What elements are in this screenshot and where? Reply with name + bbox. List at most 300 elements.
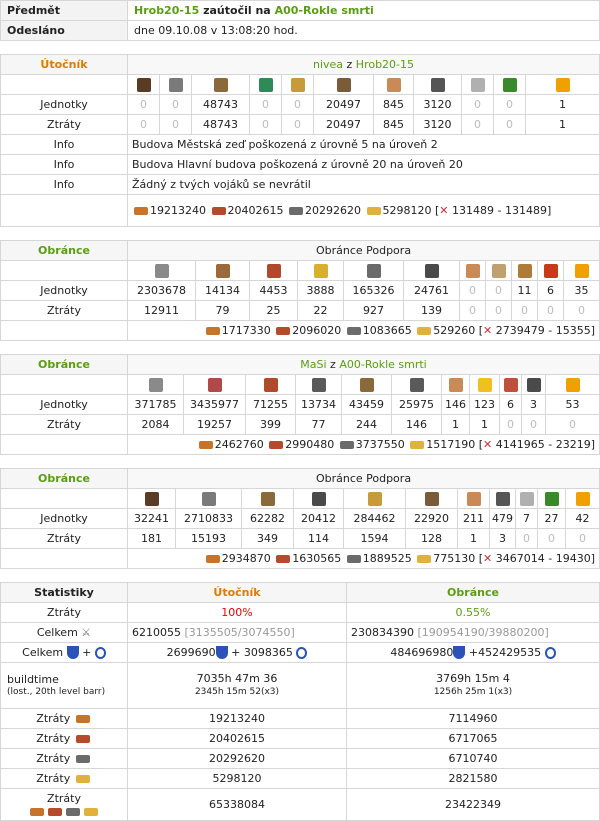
teuton-knight-icon bbox=[406, 489, 458, 509]
teuton-knight-icon bbox=[314, 75, 374, 95]
hero-icon bbox=[546, 375, 600, 395]
bounty-bracket: [ bbox=[478, 552, 484, 565]
defender-total-detail: [190954190/39880200] bbox=[417, 626, 549, 639]
bounty-blank bbox=[1, 435, 128, 455]
defender-role-label: Obránce bbox=[1, 355, 128, 375]
units-label: Jednotky bbox=[1, 395, 128, 415]
unit-cell: 71255 bbox=[246, 395, 296, 415]
loss-cell: 845 bbox=[374, 115, 414, 135]
catapult-icon bbox=[486, 261, 512, 281]
iron-icon bbox=[340, 441, 354, 449]
unit-cell: 3120 bbox=[414, 95, 462, 115]
attacker-iron-loss: 20292620 bbox=[128, 749, 347, 769]
unit-cell: 6 bbox=[538, 281, 564, 301]
loss-cell: 20497 bbox=[314, 115, 374, 135]
attacker-loss-pct: 100% bbox=[128, 603, 347, 623]
info-label: Info bbox=[1, 175, 128, 195]
units-row bbox=[1, 95, 600, 115]
losses-row bbox=[1, 301, 600, 321]
loss-cell: 0 bbox=[546, 415, 600, 435]
unit-cell: 27 bbox=[538, 509, 566, 529]
attacker-table bbox=[0, 54, 600, 227]
bounty-wood: 2934870 bbox=[221, 552, 271, 565]
cavalry-shield-icon bbox=[545, 647, 556, 659]
loss-cell: 0 bbox=[282, 115, 314, 135]
attacker-clay-loss: 20402615 bbox=[128, 729, 347, 749]
loss-cell: 0 bbox=[460, 301, 486, 321]
units-row bbox=[1, 395, 600, 415]
defender-village-link[interactable]: A00-Rokle smrti bbox=[339, 358, 427, 371]
units-label: Jednotky bbox=[1, 95, 128, 115]
attacker-total bbox=[128, 623, 347, 643]
bounty-iron: 1083665 bbox=[362, 324, 412, 337]
chief-icon bbox=[516, 489, 538, 509]
loss-cell: 0 bbox=[250, 115, 282, 135]
unit-cell: 371785 bbox=[128, 395, 184, 415]
settler-icon bbox=[538, 261, 564, 281]
unit-cell: 20412 bbox=[294, 509, 344, 529]
info-row bbox=[1, 155, 600, 175]
icon-row bbox=[1, 261, 600, 281]
attacker-village-link[interactable]: Hrob20-15 bbox=[134, 4, 200, 17]
iron-loss-label bbox=[1, 749, 128, 769]
loss-cell: 349 bbox=[242, 529, 294, 549]
defender-loss-pct: 0.55% bbox=[347, 603, 600, 623]
bounty-blank bbox=[1, 195, 128, 227]
legionnaire-icon bbox=[128, 375, 184, 395]
bounty-bracket: [ bbox=[478, 324, 484, 337]
units-label: Jednotky bbox=[1, 509, 128, 529]
losses-label: Ztráty bbox=[1, 115, 128, 135]
icon-row bbox=[1, 375, 600, 395]
unit-cell: 0 bbox=[282, 95, 314, 115]
clay-icon bbox=[48, 808, 62, 816]
bounty-blank bbox=[1, 549, 128, 569]
attacker-buildtime-value: 7035h 47m 36 bbox=[196, 672, 278, 685]
bounty-clay: 2990480 bbox=[285, 438, 335, 451]
swords-icon: ⚔ bbox=[81, 626, 92, 639]
sum-loss-label bbox=[1, 789, 128, 821]
clay-icon bbox=[276, 327, 290, 335]
bounty-bracket: [ bbox=[478, 438, 484, 451]
caesar-icon bbox=[404, 261, 460, 281]
wood-loss-label bbox=[1, 709, 128, 729]
unit-cell: 845 bbox=[374, 95, 414, 115]
bounty-range: 131489 - 131489] bbox=[452, 203, 552, 217]
crop-icon bbox=[76, 775, 90, 783]
clay-icon bbox=[76, 735, 90, 743]
defender-infantry-def: 484696980 bbox=[390, 645, 454, 659]
axe-icon bbox=[242, 489, 294, 509]
loss-cell: 3120 bbox=[414, 115, 462, 135]
iron-icon bbox=[347, 327, 361, 335]
loss-cell: 1 bbox=[526, 115, 600, 135]
icon-row-blank bbox=[1, 489, 128, 509]
unit-cell: 22920 bbox=[406, 509, 458, 529]
crossed-icon: ✕ bbox=[483, 324, 493, 337]
attacker-infantry-def: 2699690 bbox=[166, 645, 216, 659]
defender-total-value: 230834390 bbox=[351, 626, 414, 639]
stats-defender-header: Obránce bbox=[347, 583, 600, 603]
attacker-total-detail: [3135505/3074550] bbox=[184, 626, 295, 639]
stats-attacker-header: Útočník bbox=[128, 583, 347, 603]
loss-cell: 15193 bbox=[176, 529, 242, 549]
hero-icon bbox=[526, 75, 600, 95]
bounty-crop: 529260 bbox=[433, 324, 476, 337]
loss-cell: 0 bbox=[538, 529, 566, 549]
unit-cell: 43459 bbox=[342, 395, 392, 415]
wood-icon bbox=[134, 207, 148, 215]
plus-sign: + bbox=[82, 645, 92, 659]
bounty-iron: 3737550 bbox=[355, 438, 405, 451]
unit-cell: 0 bbox=[460, 281, 486, 301]
bounty-clay: 2096020 bbox=[292, 324, 342, 337]
bounty-crop: 1517190 bbox=[426, 438, 476, 451]
crossed-icon: ✕ bbox=[483, 438, 493, 451]
icon-row bbox=[1, 489, 600, 509]
loss-cell: 1 bbox=[458, 529, 490, 549]
legionnaire-icon bbox=[128, 261, 196, 281]
loss-cell: 146 bbox=[392, 415, 442, 435]
hero-icon bbox=[566, 489, 600, 509]
unit-cell: 165326 bbox=[344, 281, 404, 301]
loss-cell: 0 bbox=[566, 529, 600, 549]
bounty-row bbox=[1, 435, 600, 455]
spear-icon bbox=[176, 489, 242, 509]
bounty-wood: 2462760 bbox=[214, 438, 264, 451]
defender-buildtime-value: 3769h 15m 4 bbox=[436, 672, 510, 685]
defender-wood-loss: 7114960 bbox=[347, 709, 600, 729]
crop-icon bbox=[410, 441, 424, 449]
bounty-row bbox=[1, 195, 600, 227]
bounty-clay: 1630565 bbox=[292, 552, 342, 565]
iron-icon bbox=[347, 555, 361, 563]
crop-icon bbox=[417, 327, 431, 335]
defender-cavalry-def: +452429535 bbox=[468, 645, 542, 659]
icon-row-blank bbox=[1, 375, 128, 395]
losses-label: Ztráty bbox=[36, 712, 71, 725]
defender-iron-loss: 6710740 bbox=[347, 749, 600, 769]
ram-icon bbox=[458, 489, 490, 509]
loss-cell: 927 bbox=[344, 301, 404, 321]
bounty-wood: 19213240 bbox=[150, 203, 206, 217]
unit-cell: 123 bbox=[470, 395, 500, 415]
info-label: Info bbox=[1, 155, 128, 175]
loss-cell: 3 bbox=[490, 529, 516, 549]
loss-cell: 0 bbox=[494, 115, 526, 135]
catapult-icon bbox=[414, 75, 462, 95]
losses-label: Ztráty bbox=[36, 752, 71, 765]
loss-cell: 114 bbox=[294, 529, 344, 549]
loss-cell: 22 bbox=[298, 301, 344, 321]
crop-icon bbox=[367, 207, 381, 215]
defender-role-label: Obránce bbox=[1, 241, 128, 261]
loss-cell: 2084 bbox=[128, 415, 184, 435]
defender-support-table-2 bbox=[0, 468, 600, 569]
unit-cell: 0 bbox=[486, 281, 512, 301]
equites-icon bbox=[296, 375, 342, 395]
bounty-cell bbox=[128, 549, 600, 569]
unit-cell: 53 bbox=[546, 395, 600, 415]
defender-sum-loss: 23422349 bbox=[347, 789, 600, 821]
bounty-bracket: [ bbox=[435, 203, 440, 217]
unit-cell: 6 bbox=[500, 395, 522, 415]
loss-cell: 0 bbox=[128, 115, 160, 135]
buildtime-label-cell bbox=[1, 663, 128, 709]
subject-value bbox=[128, 1, 600, 21]
bounty-range: 3467014 - 19430] bbox=[495, 552, 595, 565]
senator-icon bbox=[500, 375, 522, 395]
buildtime-sublabel: (lost., 20th level barr) bbox=[7, 686, 106, 697]
loss-cell: 0 bbox=[512, 301, 538, 321]
attacker-defense-values bbox=[128, 643, 347, 663]
iron-icon bbox=[76, 755, 90, 763]
total-label: Celkem bbox=[36, 626, 78, 639]
senator-icon bbox=[512, 261, 538, 281]
stats-title: Statistiky bbox=[1, 583, 128, 603]
losses-row bbox=[1, 415, 600, 435]
wood-icon bbox=[76, 715, 90, 723]
info-label: Info bbox=[1, 135, 128, 155]
loss-cell: 181 bbox=[128, 529, 176, 549]
defender-owner bbox=[128, 355, 600, 375]
losses-label: Ztráty bbox=[36, 772, 71, 785]
sent-label: Odesláno bbox=[1, 21, 128, 41]
unit-cell: 32241 bbox=[128, 509, 176, 529]
loss-cell: 0 bbox=[462, 115, 494, 135]
unit-cell: 2710833 bbox=[176, 509, 242, 529]
subject-label: Předmět bbox=[1, 1, 128, 21]
statistics-table bbox=[0, 582, 600, 821]
unit-cell: 48743 bbox=[192, 95, 250, 115]
crop-icon bbox=[84, 808, 98, 816]
unit-cell: 7 bbox=[516, 509, 538, 529]
icon-row-blank bbox=[1, 261, 128, 281]
praetorian-icon bbox=[196, 261, 250, 281]
bounty-crop: 5298120 bbox=[382, 203, 432, 217]
info-text: Žádný z tvých vojáků se nevrátil bbox=[128, 175, 600, 195]
wood-icon bbox=[206, 327, 220, 335]
imperatoris-icon bbox=[342, 375, 392, 395]
attacker-total-value: 6210055 bbox=[132, 626, 181, 639]
losses-pct-label: Ztráty bbox=[1, 603, 128, 623]
defender-buildtime-x3: 1256h 25m 1(x3) bbox=[433, 687, 513, 697]
losses-label: Ztráty bbox=[1, 415, 128, 435]
club-icon bbox=[128, 75, 160, 95]
units-row bbox=[1, 281, 600, 301]
sent-value: dne 09.10.08 v 13:08:20 hod. bbox=[128, 21, 600, 41]
defender-player-link[interactable]: MaSi bbox=[300, 358, 327, 371]
unit-cell: 24761 bbox=[404, 281, 460, 301]
bounty-range: 4141965 - 23219] bbox=[495, 438, 595, 451]
loss-cell: 244 bbox=[342, 415, 392, 435]
attacker-role-label: Útočník bbox=[1, 55, 128, 75]
caesaris-icon bbox=[392, 375, 442, 395]
crop-loss-label bbox=[1, 769, 128, 789]
loss-cell: 12911 bbox=[128, 301, 196, 321]
loss-cell: 399 bbox=[246, 415, 296, 435]
paladin-icon bbox=[282, 75, 314, 95]
axe-icon bbox=[192, 75, 250, 95]
unit-cell: 1 bbox=[526, 95, 600, 115]
loss-cell: 1 bbox=[442, 415, 470, 435]
crossed-icon: ✕ bbox=[483, 552, 493, 565]
unit-cell: 211 bbox=[458, 509, 490, 529]
loss-cell: 0 bbox=[516, 529, 538, 549]
bounty-wood: 1717330 bbox=[221, 324, 271, 337]
iron-icon bbox=[289, 207, 303, 215]
bounty-iron: 20292620 bbox=[305, 203, 361, 217]
defender-support-table bbox=[0, 240, 600, 341]
praetorian-icon bbox=[184, 375, 246, 395]
icon-row-blank bbox=[1, 75, 128, 95]
defender-total bbox=[347, 623, 600, 643]
loss-cell: 139 bbox=[404, 301, 460, 321]
infantry-shield-icon bbox=[67, 646, 79, 659]
spear-icon bbox=[160, 75, 192, 95]
info-row bbox=[1, 175, 600, 195]
unit-cell: 0 bbox=[462, 95, 494, 115]
unit-cell: 42 bbox=[566, 509, 600, 529]
imperian-icon bbox=[246, 375, 296, 395]
wood-icon bbox=[206, 555, 220, 563]
defender-owner: Obránce Podpora bbox=[128, 469, 600, 489]
loss-cell: 0 bbox=[564, 301, 600, 321]
defender-owner: Obránce Podpora bbox=[128, 241, 600, 261]
knight-icon bbox=[344, 261, 404, 281]
attacker-village-link[interactable]: Hrob20-15 bbox=[355, 58, 415, 71]
unit-cell: 4453 bbox=[250, 281, 298, 301]
clay-loss-label bbox=[1, 729, 128, 749]
paladin-icon bbox=[344, 489, 406, 509]
losses-label: Ztráty bbox=[47, 791, 81, 805]
unit-cell: 3435977 bbox=[184, 395, 246, 415]
settler-icon bbox=[494, 75, 526, 95]
infantry-shield-icon bbox=[216, 646, 228, 659]
unit-cell: 13734 bbox=[296, 395, 342, 415]
from-text: z bbox=[346, 58, 353, 71]
bounty-cell bbox=[128, 195, 600, 227]
attacker-buildtime-x3: 2345h 15m 52(x3) bbox=[194, 687, 280, 697]
subject-verb: zaútočil na bbox=[203, 4, 271, 17]
ram-icon bbox=[442, 375, 470, 395]
info-text: Budova Městská zeď poškozená z úrovně 5 na úroveň 2 bbox=[128, 135, 600, 155]
target-village-link[interactable]: A00-Rokle smrti bbox=[274, 4, 374, 17]
total2-label: Celkem bbox=[22, 645, 64, 659]
scout-icon bbox=[298, 261, 344, 281]
losses-row bbox=[1, 529, 600, 549]
settler-icon bbox=[522, 375, 546, 395]
loss-cell: 19257 bbox=[184, 415, 246, 435]
loss-cell: 0 bbox=[538, 301, 564, 321]
unit-cell: 479 bbox=[490, 509, 516, 529]
units-row bbox=[1, 509, 600, 529]
crossed-icon: ✕ bbox=[439, 203, 449, 217]
loss-cell: 79 bbox=[196, 301, 250, 321]
defense-total-row-label bbox=[1, 643, 128, 663]
ram-icon bbox=[460, 261, 486, 281]
unit-cell: 0 bbox=[128, 95, 160, 115]
unit-cell: 3 bbox=[522, 395, 546, 415]
loss-cell: 1594 bbox=[344, 529, 406, 549]
icon-row bbox=[1, 75, 600, 95]
clay-icon bbox=[269, 441, 283, 449]
unit-cell: 20497 bbox=[314, 95, 374, 115]
losses-label: Ztráty bbox=[36, 732, 71, 745]
loss-cell: 128 bbox=[406, 529, 458, 549]
loss-cell: 0 bbox=[500, 415, 522, 435]
fire-icon bbox=[470, 375, 500, 395]
bounty-crop: 775130 bbox=[433, 552, 476, 565]
bounty-clay: 20402615 bbox=[227, 203, 284, 217]
unit-cell: 0 bbox=[160, 95, 192, 115]
unit-cell: 0 bbox=[494, 95, 526, 115]
bounty-blank bbox=[1, 321, 128, 341]
defender-clay-loss: 6717065 bbox=[347, 729, 600, 749]
loss-cell: 0 bbox=[522, 415, 546, 435]
unit-cell: 11 bbox=[512, 281, 538, 301]
losses-label: Ztráty bbox=[1, 529, 128, 549]
defender-crop-loss: 2821580 bbox=[347, 769, 600, 789]
losses-row bbox=[1, 115, 600, 135]
unit-cell: 62282 bbox=[242, 509, 294, 529]
attacker-buildtime bbox=[128, 663, 347, 709]
cavalry-shield-icon bbox=[95, 647, 106, 659]
attacker-wood-loss: 19213240 bbox=[128, 709, 347, 729]
ram-icon bbox=[374, 75, 414, 95]
crop-icon bbox=[417, 555, 431, 563]
clay-icon bbox=[276, 555, 290, 563]
bounty-range: 2739479 - 15355] bbox=[495, 324, 595, 337]
loss-cell: 77 bbox=[296, 415, 342, 435]
unit-cell: 3888 bbox=[298, 281, 344, 301]
hero-icon bbox=[564, 261, 600, 281]
unit-cell: 35 bbox=[564, 281, 600, 301]
loss-cell: 0 bbox=[160, 115, 192, 135]
imperian-icon bbox=[250, 261, 298, 281]
unit-cell: 284462 bbox=[344, 509, 406, 529]
infantry-shield-icon bbox=[453, 646, 465, 659]
bounty-cell bbox=[128, 321, 600, 341]
units-label: Jednotky bbox=[1, 281, 128, 301]
buildtime-label: buildtime bbox=[7, 672, 59, 686]
attacker-player-link[interactable]: nivea bbox=[312, 58, 344, 71]
defender-defense-values bbox=[347, 643, 600, 663]
losses-label: Ztráty bbox=[1, 301, 128, 321]
defender-role-label: Obránce bbox=[1, 469, 128, 489]
unit-cell: 14134 bbox=[196, 281, 250, 301]
chief-icon bbox=[462, 75, 494, 95]
total-row-label bbox=[1, 623, 128, 643]
info-row bbox=[1, 135, 600, 155]
scout-icon bbox=[250, 75, 282, 95]
loss-cell: 48743 bbox=[192, 115, 250, 135]
from-text: z bbox=[330, 358, 336, 371]
settler-icon bbox=[538, 489, 566, 509]
defender-owner-table bbox=[0, 354, 600, 455]
bounty-row bbox=[1, 549, 600, 569]
attacker-cavalry-def: + 3098365 bbox=[231, 645, 293, 659]
attacker-crop-loss: 5298120 bbox=[128, 769, 347, 789]
wood-icon bbox=[30, 808, 44, 816]
attacker-sum-loss: 65338084 bbox=[128, 789, 347, 821]
clay-icon bbox=[212, 207, 226, 215]
info-text: Budova Hlavní budova poškozená z úrovně 20 na úroveň 20 bbox=[128, 155, 600, 175]
unit-cell: 2303678 bbox=[128, 281, 196, 301]
bounty-cell bbox=[128, 435, 600, 455]
bounty-row bbox=[1, 321, 600, 341]
bounty-iron: 1889525 bbox=[362, 552, 412, 565]
